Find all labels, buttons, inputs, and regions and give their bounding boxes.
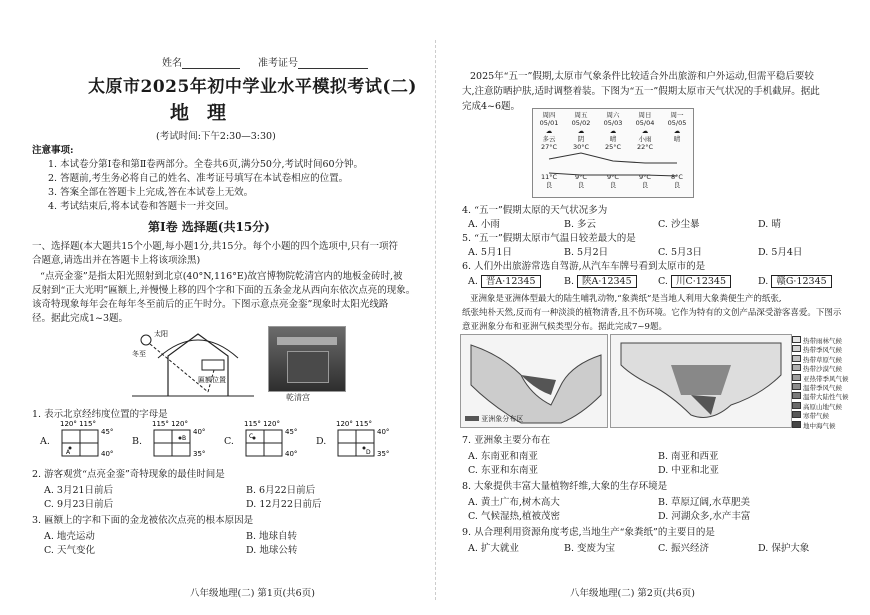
weather-low: 9°C: [607, 173, 619, 181]
legend-item: [792, 336, 870, 345]
q5-option-b[interactable]: B. 5月2日: [564, 247, 609, 258]
q7-option-d[interactable]: D. 中亚和北亚: [658, 465, 719, 476]
elephant-passage-3: 意亚洲象分布和亚洲气候类型分布。据此完成7~9题。: [462, 322, 667, 332]
note-4: 4. 考试结束后,将本试卷和答题卡一并交回。: [48, 201, 235, 212]
legend-swatch: [792, 421, 801, 428]
question-1: 1. 表示北京经纬度位置的字母是: [32, 409, 168, 420]
option-letter: D.: [758, 276, 769, 287]
q7-option-b[interactable]: B. 南亚和西亚: [658, 451, 719, 462]
legend-item: [792, 392, 870, 401]
legend-text: 热带沙漠气候: [803, 365, 842, 374]
weather-high: 30°C: [572, 143, 590, 151]
subject-title: 地理: [170, 102, 245, 124]
palace-photo: [268, 326, 346, 392]
legend-label: 亚洲象分布区: [481, 415, 524, 423]
q2-option-a[interactable]: A. 3月21日前后: [44, 485, 114, 496]
q4-option-c[interactable]: C. 沙尘暴: [658, 219, 700, 230]
grid-lat-2: 35°: [193, 450, 206, 458]
legend-text: 温带季风气候: [803, 384, 842, 393]
q6-option-d[interactable]: [758, 273, 832, 287]
legend-text: 热带雨林气候: [803, 337, 842, 345]
climate-legend: [792, 336, 870, 430]
grid-point: A: [66, 449, 71, 456]
weather-desc: 阴: [577, 135, 585, 143]
temperature-curve: [533, 149, 693, 179]
q3-option-a[interactable]: A. 地壳运动: [44, 531, 95, 542]
weather-low: 11°C: [540, 173, 558, 181]
weather-icon: ☁: [545, 127, 553, 135]
instruction-line-2: 合题意,请选出并在答题卡上将该项涂黑): [32, 255, 201, 266]
q6-option-a[interactable]: [468, 273, 541, 287]
legend-text: 热带草原气候: [803, 355, 842, 364]
legend-swatch: [792, 383, 801, 390]
legend-item: [792, 411, 870, 420]
page-left: [0, 0, 430, 615]
q2-option-d[interactable]: D. 12月22日前后: [246, 499, 322, 510]
exam-title: 太原市2025年初中学业水平模拟考试(二): [88, 77, 417, 97]
weather-date: 05/03: [603, 119, 623, 127]
legend-swatch: [792, 364, 801, 371]
q9-option-d[interactable]: D. 保护大象: [758, 543, 810, 554]
weather-date: 05/01: [539, 119, 559, 127]
legend-item: [792, 421, 870, 430]
elephant-passage-2: 纸张纯朴天然,反而有一种淡淡的植物清香,且不伤环境。它作为特有的文创产品深受游客喜爱。下图示: [462, 308, 842, 318]
legend-swatch: [792, 345, 801, 352]
q8-option-d[interactable]: D. 河湖众多,水产丰富: [658, 511, 751, 522]
weather-low: 9°C: [575, 173, 587, 181]
note-2: 2. 答题前,考生务必将自己的姓名、准考证号填写在本试卷相应的位置。: [48, 173, 349, 184]
weather-day: 周六: [606, 111, 620, 119]
weather-high: 27°C: [540, 143, 558, 151]
weather-intro-1: 2025年“五一”假期,太原市气象条件比较适合外出旅游和户外运动,但需平稳后要较: [470, 71, 814, 82]
name-field: 姓名: [162, 54, 240, 69]
q8-option-a[interactable]: A. 黄土广布,树木高大: [468, 497, 560, 508]
asia-climate-map: [610, 334, 792, 428]
q5-option-d[interactable]: D. 5月4日: [758, 247, 803, 258]
legend-swatch: [792, 355, 801, 362]
q4-option-b[interactable]: B. 多云: [564, 219, 597, 230]
q6-option-c[interactable]: [658, 273, 731, 287]
question-7: 7. 亚洲象主要分布在: [462, 435, 551, 446]
grid-lat-2: 40°: [101, 450, 114, 458]
question-5: 5. “五一”假期太原市气温日较差最大的是: [462, 233, 636, 244]
option-label: B.: [132, 436, 143, 447]
legend-item: [792, 345, 870, 354]
weather-day: 周四: [542, 111, 556, 119]
weather-date: 05/05: [667, 119, 687, 127]
weather-icon: ☁: [673, 127, 681, 135]
question-9: 9. 从合理利用资源角度考虑,当地生产“象粪纸”的主要目的是: [462, 527, 715, 538]
photo-caption: 乾清宫: [286, 393, 310, 402]
diagram-sun-label: 太阳: [154, 330, 168, 338]
weather-intro-3: 完成4~6题。: [462, 101, 521, 112]
section-title: 第Ⅰ卷 选择题(共15分): [148, 220, 270, 234]
grid-point: B: [182, 435, 187, 442]
weather-icon: ☁: [577, 127, 585, 135]
page-right: [440, 0, 870, 615]
passage-line-2: 反射到“正大光明”匾额上,并慢慢上移的四个字和下面的五条金龙从西向东依次点亮的现象。: [32, 285, 416, 296]
q9-option-c[interactable]: C. 振兴经济: [658, 543, 709, 554]
option-label: D.: [316, 436, 327, 447]
option-letter: C.: [658, 276, 668, 287]
question-8: 8. 大象提供丰富大量植物纤维,大象的生存环境是: [462, 481, 668, 492]
question-6: 6. 人们外出旅游常选自驾游,从汽车车牌号看到太原市的是: [462, 261, 706, 272]
weather-air: 良: [609, 181, 617, 189]
grid-a: [54, 418, 124, 460]
passage-line-1: “点亮金銮”是指太阳光照射到北京(40°N,116°E)故宫博物院乾清宫内的地板金砖时,被: [40, 271, 403, 282]
q6-option-b[interactable]: [564, 273, 637, 287]
grid-lat-1: 40°: [377, 428, 390, 436]
weather-day: 周五: [574, 111, 588, 119]
plate-d: 赣G·12345: [771, 275, 831, 288]
q3-option-b[interactable]: B. 地球自转: [246, 531, 298, 542]
q7-option-a[interactable]: A. 东南亚和南亚: [468, 451, 538, 462]
q7-option-c[interactable]: C. 东亚和东南亚: [468, 465, 538, 476]
grid-point: D: [366, 449, 371, 456]
weather-low: 8°C: [671, 173, 683, 181]
grid-top-labels: 115° 120°: [244, 420, 280, 428]
question-2: 2. 游客观赏“点亮金銮”奇特现象的最佳时间是: [32, 469, 225, 480]
q4-option-a[interactable]: A. 小雨: [468, 219, 500, 230]
instruction-line-1: 一、选择题(本大题共15个小题,每小题1分,共15分。每个小题的四个选项中,只有一项符: [32, 241, 398, 252]
weather-day: 周一: [670, 111, 684, 119]
exam-time: (考试时间:下午2:30—3:30): [156, 131, 276, 142]
passage-line-3: 该奇特现象每年会在每年冬至前后的正午时分。下图示意点亮金銮”现象时太阳光线路: [32, 299, 389, 310]
passage-line-4: 径。据此完成1~3题。: [32, 313, 129, 324]
elephant-passage-1: 亚洲象是亚洲体型最大的陆生哺乳动物,“象粪纸”是当地人利用大象粪便生产的纸张,: [470, 294, 782, 304]
grid-lat-1: 45°: [101, 428, 114, 436]
weather-desc: 多云: [542, 135, 556, 143]
q9-option-a[interactable]: A. 扩大就业: [468, 543, 519, 554]
q5-option-a[interactable]: A. 5月1日: [468, 247, 512, 258]
diagram-winter-label: 冬至: [132, 350, 146, 358]
legend-swatch: [792, 374, 801, 381]
q5-option-c[interactable]: C. 5月3日: [658, 247, 703, 258]
option-letter: B.: [564, 276, 575, 287]
legend-text: 亚热带季风气候: [803, 374, 849, 383]
weather-desc: 小雨: [638, 135, 652, 143]
plate-b: 陕A·12345: [577, 275, 637, 288]
legend-swatch: [792, 336, 801, 343]
q2-option-b[interactable]: B. 6月22日前后: [246, 485, 316, 496]
legend-item: [792, 374, 870, 383]
weather-high: 25°C: [604, 143, 622, 151]
grid-point: C: [249, 433, 254, 440]
option-label: A.: [40, 436, 50, 447]
q3-option-c[interactable]: C. 天气变化: [44, 545, 95, 556]
weather-widget: [532, 108, 694, 198]
grid-top-labels: 120° 115°: [60, 420, 96, 428]
weather-desc: 晴: [609, 135, 617, 143]
legend-item: [792, 364, 870, 373]
page-footer-left: 八年级地理(二) 第1页(共6页): [190, 588, 315, 599]
q2-option-c[interactable]: C. 9月23日前后: [44, 499, 114, 510]
exam-number-field: 准考证号: [258, 54, 368, 69]
grid-lat-1: 45°: [285, 428, 298, 436]
weather-icon: ☁: [641, 127, 649, 135]
legend-item: [792, 383, 870, 392]
grid-lat-2: 40°: [285, 450, 298, 458]
legend-item: [792, 402, 870, 411]
weather-low: 9°C: [639, 173, 651, 181]
weather-date: 05/02: [571, 119, 591, 127]
grid-top-labels: 120° 115°: [336, 420, 372, 428]
weather-air: 良: [673, 181, 681, 189]
q9-option-b[interactable]: B. 变废为宝: [564, 543, 616, 554]
question-4: 4. “五一”假期太原的天气状况多为: [462, 205, 608, 216]
distribution-map-legend: [465, 414, 523, 424]
grid-d: [330, 418, 400, 460]
grid-c: [238, 418, 308, 460]
weather-date: 05/04: [635, 119, 655, 127]
q4-option-d[interactable]: D. 晴: [758, 219, 781, 230]
weather-day: 周日: [638, 111, 652, 119]
note-1: 1. 本试卷分第Ⅰ卷和第Ⅱ卷两部分。全卷共6页,满分50分,考试时间60分钟。: [48, 159, 364, 170]
legend-swatch: [792, 402, 801, 409]
page-footer-right: 八年级地理(二) 第2页(共6页): [570, 588, 695, 599]
weather-air: 良: [577, 181, 585, 189]
plate-a: 晋A·12345: [481, 275, 541, 288]
question-3: 3. 匾额上的字和下面的金龙被依次点亮的根本原因是: [32, 515, 254, 526]
weather-desc: 晴: [673, 135, 681, 143]
q8-option-b[interactable]: B. 草原辽阔,水草肥美: [658, 497, 751, 508]
legend-text: 高原山地气候: [803, 402, 842, 411]
legend-swatch: [792, 392, 801, 399]
option-label: C.: [224, 436, 234, 447]
grid-top-labels: 115° 120°: [152, 420, 188, 428]
weather-high: 22°C: [636, 143, 654, 151]
weather-air: 良: [545, 181, 553, 189]
legend-text: 地中海气候: [803, 421, 836, 430]
option-letter: A.: [468, 276, 478, 287]
legend-swatch: [792, 411, 801, 418]
elephant-distribution-map: [460, 334, 608, 428]
plate-c: 川C·12345: [671, 275, 731, 288]
note-3: 3. 答案全部在答题卡上完成,答在本试卷上无效。: [48, 187, 254, 198]
sunlight-path-diagram: [128, 326, 258, 398]
q8-option-c[interactable]: C. 气候湿热,植被茂密: [468, 511, 560, 522]
grid-lat-2: 35°: [377, 450, 390, 458]
weather-intro-2: 大,注意防晒护肤,适时调整着装。下图为“五一”假期太原市天气状况的手机截屏。据此: [462, 86, 820, 97]
climate-map-shapes: [611, 335, 791, 427]
legend-text: 温带大陆性气候: [803, 393, 849, 402]
legend-text: 热带季风气候: [803, 346, 842, 355]
diagram-plaque-label: 匾额位置: [198, 376, 226, 384]
grid-b: [146, 418, 216, 460]
legend-item: [792, 355, 870, 364]
notes-heading: 注意事项:: [32, 145, 74, 156]
weather-air: 良: [641, 181, 649, 189]
weather-icon: ☁: [609, 127, 617, 135]
grid-lat-1: 40°: [193, 428, 206, 436]
page-divider: [435, 40, 436, 600]
legend-text: 寒带气候: [803, 412, 829, 421]
q3-option-d[interactable]: D. 地球公转: [246, 545, 298, 556]
